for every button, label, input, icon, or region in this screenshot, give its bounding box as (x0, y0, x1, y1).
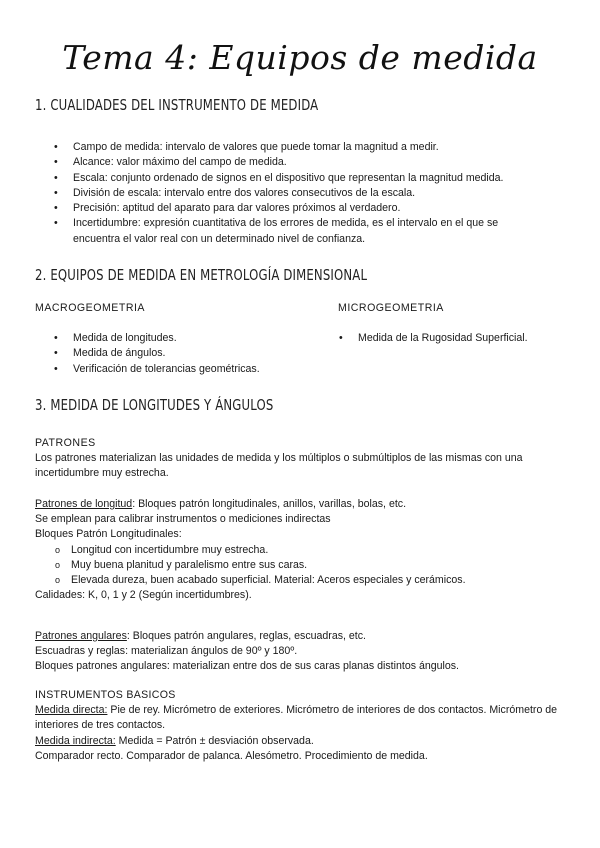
list-item: • Incertidumbre: expresión cuantitativa de los errores de medida, es el intervalo en el que se encuentra el valor real con un determinado nivel de confianza. (35, 216, 535, 247)
directa-line (35, 703, 565, 733)
long-line1 (35, 497, 565, 512)
macro-title: MACROGEOMETRIA (35, 302, 145, 314)
ang-line3: Bloques patrones angulares: materializan entre dos de sus caras planas distintos ángulos. (35, 660, 460, 673)
list-item: • Alcance: valor máximo del campo de medida. (35, 155, 535, 170)
long-text: : Bloques patrón longitudinales, anillos, varillas, bolas, etc. (132, 498, 407, 510)
page-title: Tema 4: Equipos de medida (62, 38, 538, 77)
long-label: Patrones de longitud (35, 498, 133, 510)
list-item: • Medida de longitudes. (35, 331, 325, 346)
macro-list (35, 331, 325, 377)
list-item: • Medida de ángulos. (35, 346, 325, 361)
long-block (35, 497, 565, 603)
long-line3: Bloques Patrón Longitudinales: (35, 528, 182, 541)
ang-text: : Bloques patrón angulares, reglas, escuadras, etc. (126, 630, 366, 642)
micro-title: MICROGEOMETRIA (338, 302, 444, 314)
patrones-block (35, 436, 565, 482)
directa-label: Medida directa: (35, 704, 108, 717)
ang-line1 (35, 629, 565, 644)
list-item: o Longitud con incertidumbre muy estrecha. (35, 543, 565, 558)
list-item: • División de escala: intervalo entre dos valores consecutivos de la escala. (35, 186, 535, 201)
calidades: Calidades: K, 0, 1 y 2 (Según incertidumbres). (35, 589, 252, 602)
list-item: o Elevada dureza, buen acabado superficial. Material: Aceros especiales y cerámicos. (35, 573, 565, 588)
inst-title: INSTRUMENTOS BASICOS (35, 689, 176, 701)
micro-list (320, 331, 580, 346)
directa-text: Pie de rey. Micrómetro de exteriores. Micrómetro de interiores de dos contactos. Micrómetro de interiores de tres contactos. (35, 704, 558, 732)
list-item: o Muy buena planitud y paralelismo entre sus caras. (35, 558, 565, 573)
long-line2: Se emplean para calibrar instrumentos o mediciones indirectas (35, 513, 331, 526)
indirecta-text: Medida = Patrón ± desviación observada. (115, 734, 314, 747)
instrumentos-block (35, 688, 565, 764)
patrones-text: Los patrones materializan las unidades de medida y los múltiplos o submúltiplos de las mismas con una incertidumbre muy estrecha. (35, 452, 523, 480)
list-item: • Precisión: aptitud del aparato para dar valores próximos al verdadero. (35, 201, 535, 216)
long-items (35, 543, 565, 589)
section-heading-3: 3. MEDIDA DE LONGITUDES Y ÁNGULOS (35, 396, 274, 414)
section-heading-2: 2. EQUIPOS DE MEDIDA EN METROLOGÍA DIMENSIONAL (35, 266, 368, 284)
indirecta-label: Medida indirecta: (35, 734, 116, 747)
ang-line2: Escuadras y reglas: materializan ángulos de 90º y 180º. (35, 645, 298, 658)
list-item: • Campo de medida: intervalo de valores que puede tomar la magnitud a medir. (35, 140, 535, 155)
section-heading-1: 1. CUALIDADES DEL INSTRUMENTO DE MEDIDA (35, 96, 319, 114)
patrones-title: PATRONES (35, 437, 96, 449)
ang-block (35, 629, 565, 675)
indirecta-line (35, 734, 565, 749)
ang-label: Patrones angulares (35, 630, 127, 642)
list-item: • Medida de la Rugosidad Superficial. (320, 331, 580, 346)
indirecta-line2: Comparador recto. Comparador de palanca. Alesómetro. Procedimiento de medida. (35, 749, 428, 762)
list-item: • Escala: conjunto ordenado de signos en el dispositivo que representan la magnitud medida. (35, 171, 535, 186)
list-item: • Verificación de tolerancias geométricas. (35, 362, 325, 377)
qualities-list (35, 140, 535, 247)
